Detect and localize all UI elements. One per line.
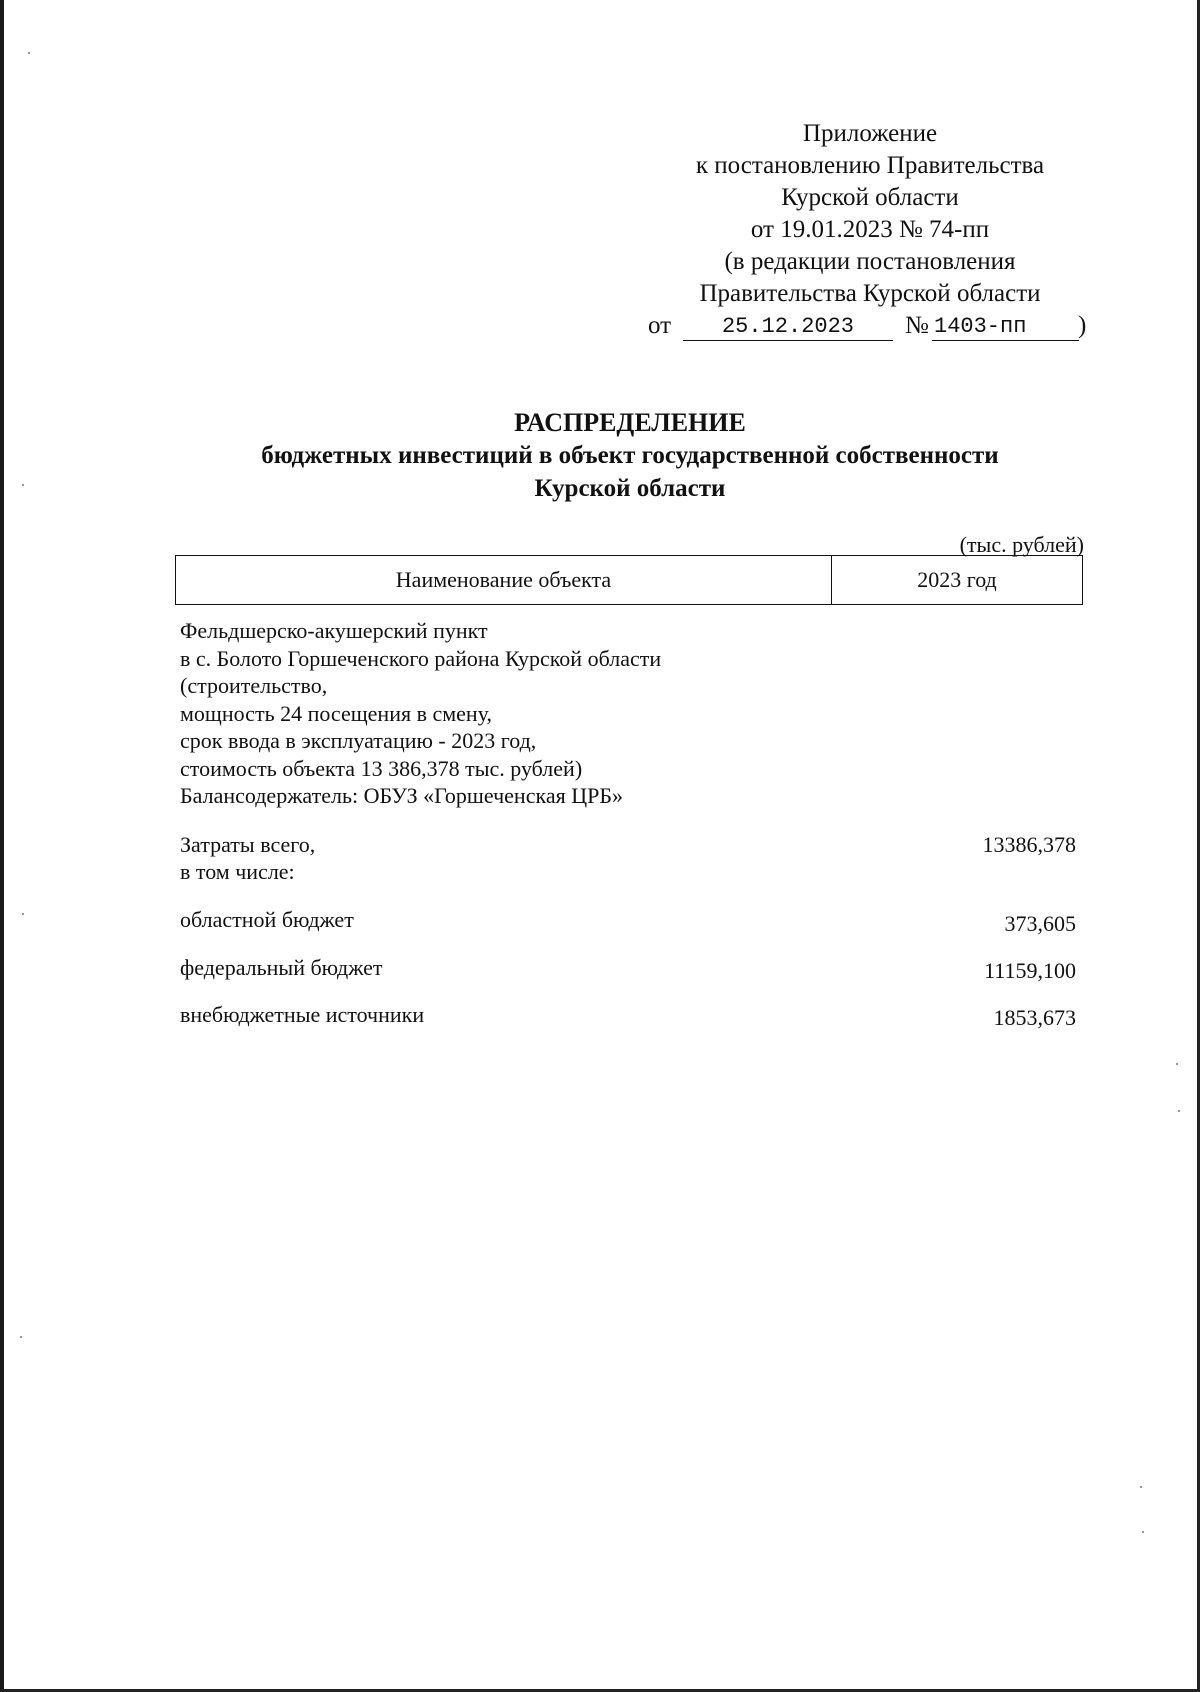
appendix-line: Курской области [781,184,959,211]
units-label: (тыс. рублей) [959,532,1084,557]
object-line: стоимость объекта 13 386,378 тыс. рублей) [180,755,583,781]
title-main: РАСПРЕДЕЛЕНИЕ [514,408,746,437]
scan-speck [1176,1063,1178,1065]
regional-value: 373,605 [1004,911,1076,936]
scan-edge-left [0,0,4,1692]
cost-row-federal [180,954,1076,984]
header-year: 2023 год [917,567,997,592]
scan-speck [1178,1110,1180,1112]
total-label [180,831,315,885]
title-line-3: Курской области [534,475,726,502]
appendix-line: к постановлению Правительства [695,152,1045,179]
amendment-closing-paren: ) [1078,312,1087,339]
appendix-line: (в редакции постановления [724,248,1016,275]
cost-row-extrabudgetary [180,1001,1076,1031]
amendment-line [620,310,1120,344]
table-header [175,555,1083,605]
federal-value: 11159,100 [984,958,1076,983]
scan-speck [1142,1531,1144,1533]
object-description [180,617,880,810]
header-object-name: Наименование объекта [176,556,832,604]
object-line: Фельдшерско-акушерский пункт [180,618,488,643]
scan-speck [20,1336,22,1338]
appendix-header [620,118,1120,344]
appendix-line: Приложение [802,120,938,147]
total-label-line-2: в том числе: [180,859,295,884]
document-title [130,406,1130,505]
amendment-prefix: от [648,312,672,339]
appendix-line: от 19.01.2023 № 74-пп [750,216,990,243]
total-value: 13386,378 [982,832,1076,857]
amendment-date: 25.12.2023 [683,314,893,341]
object-line: (строительство, [180,673,328,698]
amendment-number: 1403-пп [932,314,1079,341]
regional-label: областной бюджет [180,907,354,932]
cost-row-total [180,831,1076,887]
extrabudgetary-label: внебюджетные источники [180,1002,425,1027]
scan-speck [1140,1486,1142,1488]
title-line-2: бюджетных инвестиций в объект государственной собственности [261,442,999,469]
amendment-number-sign: № [905,312,929,339]
scan-speck [22,913,24,915]
scan-speck [22,484,24,486]
cost-row-regional [180,906,1076,936]
appendix-line: Правительства Курской области [699,280,1041,307]
extrabudgetary-value: 1853,673 [993,1005,1076,1030]
total-label-line-1: Затраты всего, [180,832,316,857]
federal-label: федеральный бюджет [180,955,383,980]
object-line: мощность 24 посещения в смену, [180,700,492,726]
object-line: в с. Болото Горшеченского района Курской области [180,645,662,671]
object-line: срок ввода в эксплуатацию - 2023 год, [180,728,537,753]
scan-speck [28,52,30,54]
object-line: Балансодержатель: ОБУЗ «Горшеченская ЦРБ» [180,783,623,808]
